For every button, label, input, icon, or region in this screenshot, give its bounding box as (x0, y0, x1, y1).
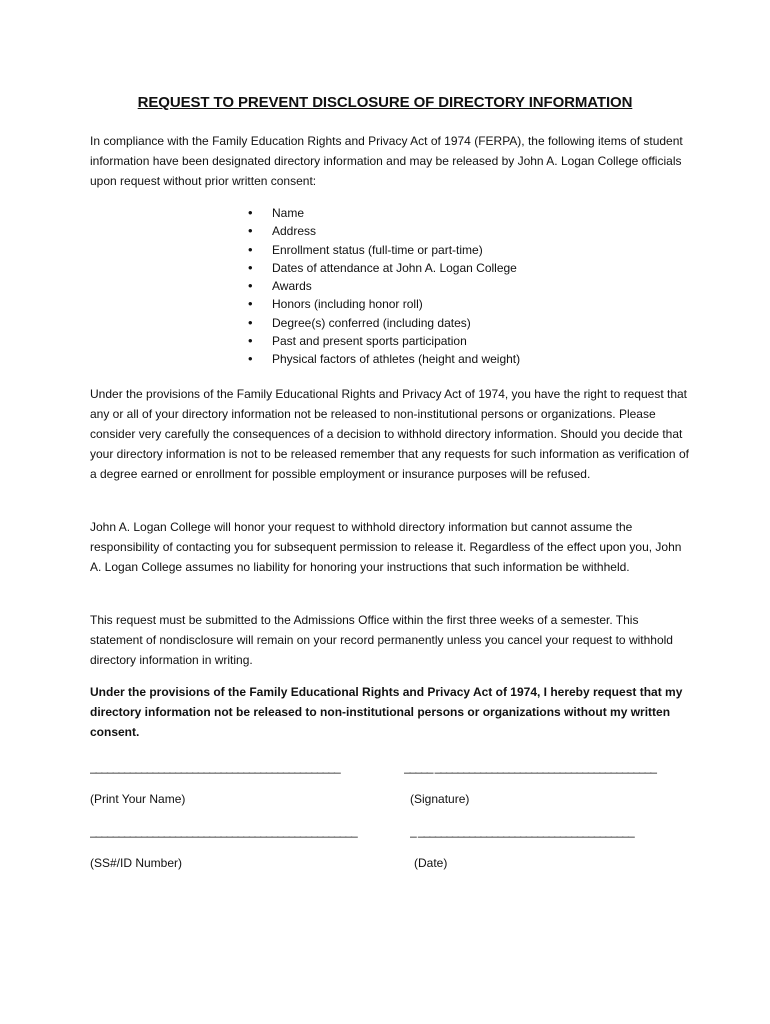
list-item: • Enrollment status (full-time or part-time) (248, 241, 520, 259)
submission-paragraph: This request must be submitted to the Admissions Office within the first three weeks of a semester. This statement of nondisclosure will remain on your record permanently unless you cancel your request to withhold directory information in writing. (90, 613, 673, 667)
liability-paragraph: John A. Logan College will honor your request to withhold directory information but cannot assume the responsibility of contacting you for subsequent permission to release it. Regardless of the effect upon you, John A. Logan College assumes no liability for honoring your instructions that such information be withheld. (90, 520, 682, 574)
list-item: • Honors (including honor roll) (248, 295, 520, 313)
signature-line[interactable]: _____ _______________________________________ (404, 760, 656, 774)
id-number-label: (SS#/ID Number) (90, 856, 183, 870)
list-item: • Physical factors of athletes (height and weight) (248, 350, 520, 368)
print-name-line[interactable]: ____________________________________________ (90, 760, 340, 774)
list-item: • Past and present sports participation (248, 332, 520, 350)
print-name-label: (Print Your Name) (90, 792, 186, 806)
signature-label: (Signature) (410, 792, 470, 806)
date-line[interactable]: _ ______________________________________ (410, 824, 634, 838)
list-item: • Address (248, 222, 520, 240)
document-title: REQUEST TO PREVENT DISCLOSURE OF DIRECTORY INFORMATION (137, 94, 633, 111)
list-item: • Degree(s) conferred (including dates) (248, 314, 520, 332)
list-item: • Name (248, 204, 520, 222)
id-number-line[interactable]: _______________________________________________ (90, 824, 357, 838)
intro-paragraph: In compliance with the Family Education Rights and Privacy Act of 1974 (FERPA), the following items of student information have been designated directory information and may be released by John A. Logan College officials upon request without prior written consent: (90, 134, 683, 188)
list-item: • Awards (248, 277, 520, 295)
rights-paragraph: Under the provisions of the Family Educational Rights and Privacy Act of 1974, you have the right to request that any or all of your directory information not be released to non-institutional persons or organizations. Please consider very carefully the consequences of a decision to withhold directory information. Should you decide that your directory information is not to be released remember that any requests for such information as verification of a degree earned or enrollment for possible employment or insurance purposes will be refused. (90, 387, 689, 481)
date-label: (Date) (414, 856, 448, 870)
list-item: • Dates of attendance at John A. Logan College (248, 259, 520, 277)
consent-statement: Under the provisions of the Family Educational Rights and Privacy Act of 1974, I hereby request that my directory information not be released to non-institutional persons or organizations without my written consent. (90, 685, 683, 739)
directory-items-list (248, 204, 520, 369)
